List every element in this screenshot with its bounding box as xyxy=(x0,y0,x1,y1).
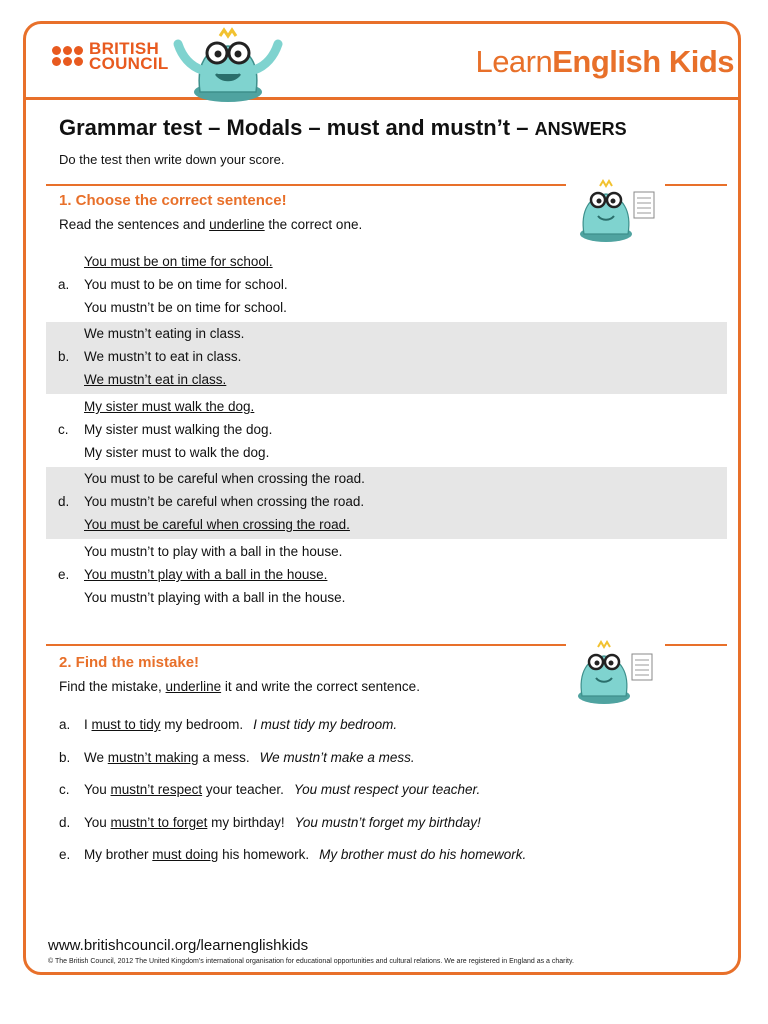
sentence-end: a mess. xyxy=(198,750,250,765)
mistake-item xyxy=(59,750,415,765)
section1-heading: 1. Choose the correct sentence! xyxy=(59,192,287,209)
correct-option: You mustn’t play with a ball in the house. xyxy=(84,567,328,582)
item-letter: d. xyxy=(59,815,71,830)
option: We mustn’t eating in class. xyxy=(84,326,245,341)
sentence-start: I xyxy=(84,717,92,732)
mistake-text: must to tidy xyxy=(91,717,161,732)
correct-sentence: I must tidy my bedroom. xyxy=(253,717,398,732)
header-divider xyxy=(26,97,738,100)
question-letter: c. xyxy=(58,422,69,437)
option: You mustn’t be careful when crossing the road. xyxy=(84,494,365,509)
question-row xyxy=(46,540,727,612)
monster-mascot-icon xyxy=(168,26,288,104)
sentence-end: my birthday! xyxy=(207,815,285,830)
option: You mustn’t be on time for school. xyxy=(84,300,287,315)
logo-line2: COUNCIL xyxy=(89,54,169,73)
mistake-item xyxy=(59,717,397,732)
correct-option: My sister must walk the dog. xyxy=(84,399,255,414)
option: You mustn’t playing with a ball in the house. xyxy=(84,590,346,605)
mistake-text: mustn’t to forget xyxy=(110,815,208,830)
intro-text: Do the test then write down your score. xyxy=(59,152,285,167)
question-row xyxy=(46,250,727,322)
mistake-item xyxy=(59,782,480,797)
item-letter: a. xyxy=(59,717,71,732)
option: My sister must to walk the dog. xyxy=(84,445,270,460)
section2-rule-right xyxy=(665,644,727,646)
monster-with-paper-icon xyxy=(570,178,660,244)
question-letter: e. xyxy=(58,567,70,582)
sentence-end: my bedroom. xyxy=(160,717,244,732)
section2-instructions: Find the mistake, underline it and write the correct sentence. xyxy=(59,679,420,694)
sentence-end: his homework. xyxy=(218,847,310,862)
question-letter: d. xyxy=(58,494,70,509)
logo-dots-icon xyxy=(52,46,83,66)
section1-rule-left xyxy=(46,184,566,186)
sentence-start: We xyxy=(84,750,108,765)
sentence-end: your teacher. xyxy=(202,782,284,797)
question-row xyxy=(46,467,727,539)
logo-line1: BRITISH xyxy=(89,39,160,58)
question-letter: b. xyxy=(58,349,70,364)
british-council-logo xyxy=(52,41,169,71)
mistake-text: mustn’t making xyxy=(107,750,199,765)
option: We mustn’t to eat in class. xyxy=(84,349,242,364)
option: My sister must walking the dog. xyxy=(84,422,273,437)
correct-option: You must be on time for school. xyxy=(84,254,273,269)
question-row xyxy=(46,395,727,467)
sentence-start: You xyxy=(84,815,111,830)
mistake-item xyxy=(59,815,481,830)
mistake-item xyxy=(59,847,526,862)
monster-with-paper-icon-2 xyxy=(568,638,658,706)
option: You mustn’t to play with a ball in the house. xyxy=(84,544,343,559)
correct-option: We mustn’t eat in class. xyxy=(84,372,227,387)
section1-rule-right xyxy=(665,184,727,186)
sentence-start: You xyxy=(84,782,111,797)
item-letter: c. xyxy=(59,782,70,797)
option: You must to be careful when crossing the road. xyxy=(84,471,365,486)
sentence-start: My brother xyxy=(84,847,153,862)
option: You must to be on time for school. xyxy=(84,277,288,292)
correct-sentence: We mustn’t make a mess. xyxy=(259,750,415,765)
section1-instructions: Read the sentences and underline the correct one. xyxy=(59,217,363,232)
correct-sentence: My brother must do his homework. xyxy=(319,847,527,862)
question-letter: a. xyxy=(58,277,70,292)
page-title: Grammar test – Modals – must and mustn’t – ANSWERS xyxy=(59,115,627,140)
correct-sentence: You must respect your teacher. xyxy=(293,782,481,797)
section2-heading: 2. Find the mistake! xyxy=(59,654,200,671)
correct-option: You must be careful when crossing the road. xyxy=(84,517,350,532)
correct-sentence: You mustn’t forget my birthday! xyxy=(294,815,481,830)
footer-copyright: © The British Council, 2012 The United Kingdom’s international organisation for educational opportunities and cultural relations. We are registered in England as a charity. xyxy=(48,958,574,965)
mistake-text: mustn’t respect xyxy=(110,782,203,797)
question-row xyxy=(46,322,727,394)
item-letter: b. xyxy=(59,750,71,765)
learnenglish-kids-logo: LearnEnglish Kids xyxy=(475,44,734,79)
footer-url[interactable]: www.britishcouncil.org/learnenglishkids xyxy=(48,937,309,954)
item-letter: e. xyxy=(59,847,71,862)
section2-rule-left xyxy=(46,644,566,646)
mistake-text: must doing xyxy=(152,847,219,862)
